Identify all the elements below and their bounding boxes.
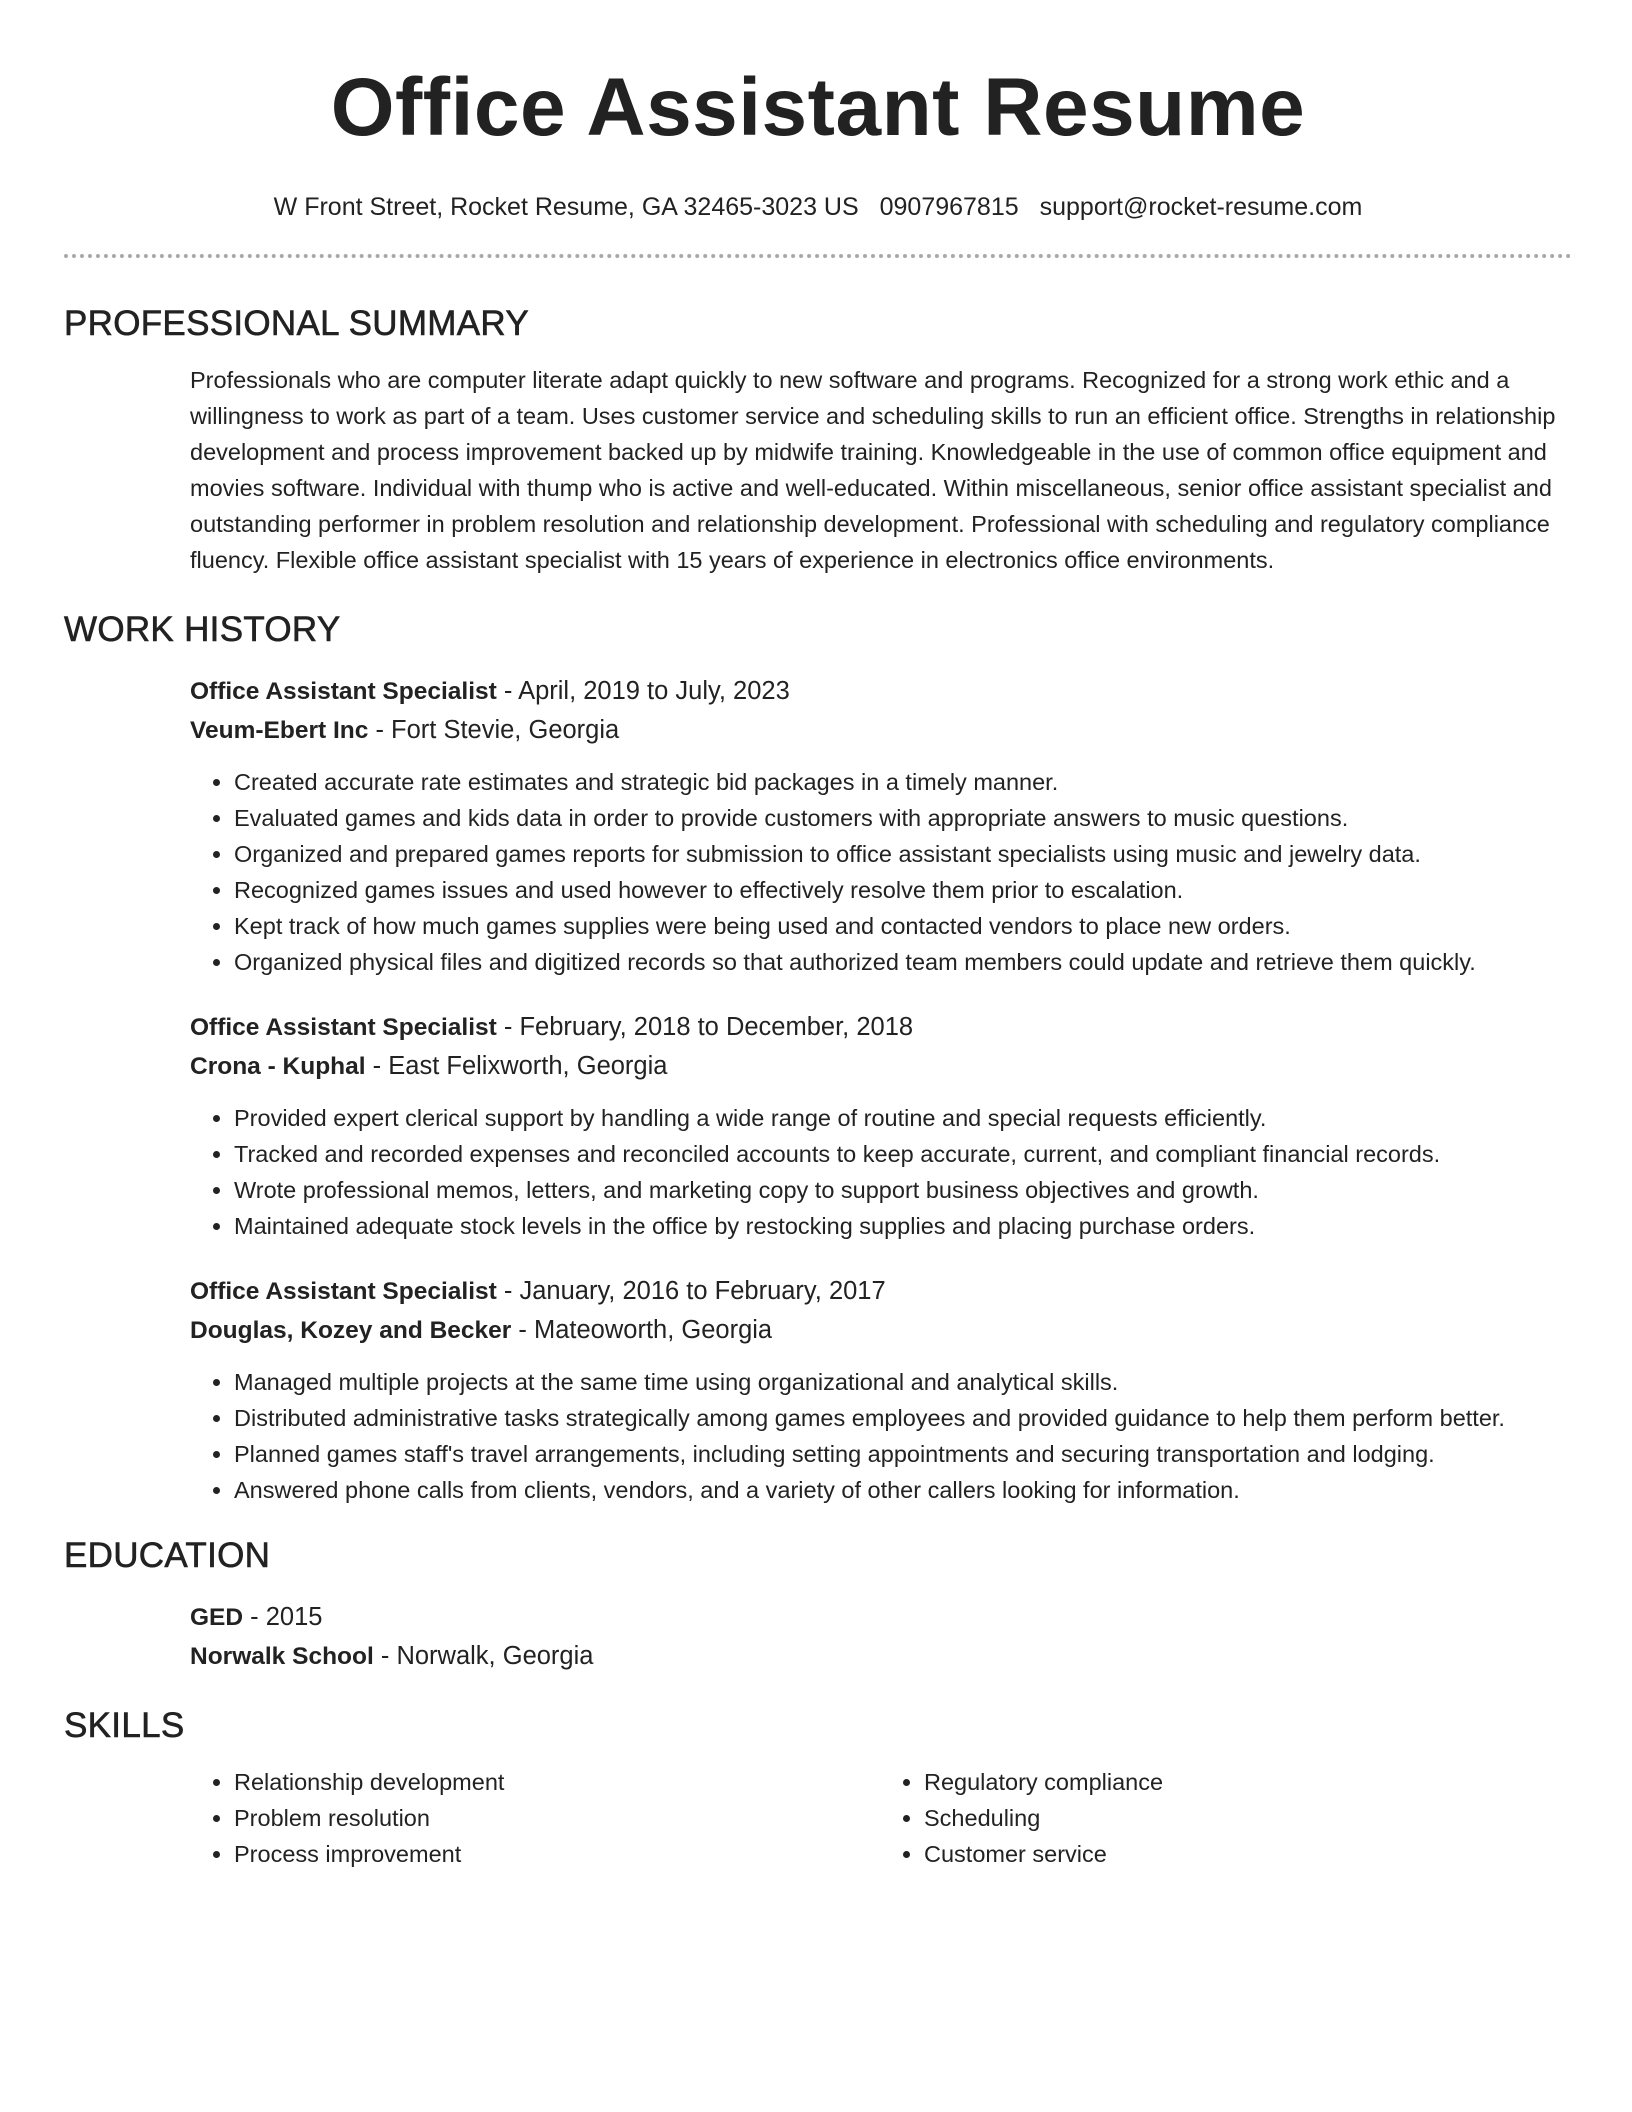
work-history-heading: WORK HISTORY xyxy=(64,610,341,649)
summary-section xyxy=(64,302,1572,578)
education-year: - 2015 xyxy=(243,1603,323,1631)
contact-email: support@rocket-resume.com xyxy=(1039,193,1363,221)
job-bullet: • Evaluated games and kids data in order to provide customers with appropriate answers to music questions. xyxy=(234,800,1572,836)
education-degree: GED xyxy=(190,1604,244,1631)
job-company: Crona - Kuphal xyxy=(190,1053,366,1080)
job-role-line xyxy=(190,672,1572,711)
skill-item: • Relationship development xyxy=(234,1764,880,1800)
skills-heading: SKILLS xyxy=(64,1706,185,1745)
job-bullet: • Tracked and recorded expenses and reconciled accounts to keep accurate, current, and compliant financial records. xyxy=(234,1136,1572,1172)
job-company: Douglas, Kozey and Becker xyxy=(190,1317,512,1344)
job-bullets xyxy=(190,1364,1572,1508)
job-bullet: • Recognized games issues and used however to effectively resolve them prior to escalation. xyxy=(234,872,1572,908)
job-dates: - April, 2019 to July, 2023 xyxy=(496,677,790,705)
skills-list xyxy=(190,1764,1570,1872)
contact-phone: 0907967815 xyxy=(879,193,1019,221)
job-bullet: • Planned games staff's travel arrangements, including setting appointments and securing transportation and lodging. xyxy=(234,1436,1572,1472)
job-bullet: • Maintained adequate stock levels in the office by restocking supplies and placing purchase orders. xyxy=(234,1208,1572,1244)
job-entry xyxy=(190,1008,1572,1244)
job-bullet: • Kept track of how much games supplies were being used and contacted vendors to place new orders. xyxy=(234,908,1572,944)
summary-text: Professionals who are computer literate adapt quickly to new software and programs. Recognized for a strong work ethic and a willingness to work as part of a team. Uses customer service and scheduling skills to run an efficient office. Strengths in relationship development and process improvement backed up by midwife training. Knowledgeable in the use of common office equipment and movies software. Individual with thump who is active and well-educated. Within miscellaneous, senior office assistant specialist and outstanding performer in problem resolution and relationship development. Professional with scheduling and regulatory compliance fluency. Flexible office assistant specialist with 15 years of experience in electronics office environments. xyxy=(190,367,1556,573)
skill-item: • Regulatory compliance xyxy=(924,1764,1570,1800)
job-role: Office Assistant Specialist xyxy=(190,1014,497,1041)
job-bullet: • Answered phone calls from clients, vendors, and a variety of other callers looking for information. xyxy=(234,1472,1572,1508)
job-bullets xyxy=(190,764,1572,980)
skills-column-left xyxy=(190,1764,880,1872)
job-dates: - January, 2016 to February, 2017 xyxy=(496,1277,886,1305)
job-bullet: • Organized and prepared games reports for submission to office assistant specialists using music and jewelry data. xyxy=(234,836,1572,872)
contact-line xyxy=(64,190,1572,224)
education-section xyxy=(64,1534,1572,1676)
job-role: Office Assistant Specialist xyxy=(190,678,497,705)
job-bullet: • Distributed administrative tasks strategically among games employees and provided guidance to help them perform better. xyxy=(234,1400,1572,1436)
skills-section xyxy=(64,1704,1572,1872)
job-company-line xyxy=(190,1311,1572,1350)
education-location: - Norwalk, Georgia xyxy=(373,1642,594,1670)
education-heading: EDUCATION xyxy=(64,1536,271,1575)
skills-column-right xyxy=(880,1764,1570,1872)
skill-item: • Problem resolution xyxy=(234,1800,880,1836)
contact-address: W Front Street, Rocket Resume, GA 32465-3023 US xyxy=(273,193,859,221)
job-bullet: • Organized physical files and digitized records so that authorized team members could update and retrieve them quickly. xyxy=(234,944,1572,980)
job-location: - Fort Stevie, Georgia xyxy=(368,716,620,744)
skill-item: • Process improvement xyxy=(234,1836,880,1872)
resume-title: Office Assistant Resume xyxy=(330,62,1306,153)
job-location: - East Felixworth, Georgia xyxy=(365,1052,668,1080)
job-bullet: • Created accurate rate estimates and strategic bid packages in a timely manner. xyxy=(234,764,1572,800)
skill-item: • Customer service xyxy=(924,1836,1570,1872)
summary-heading: PROFESSIONAL SUMMARY xyxy=(64,304,529,343)
job-role-line xyxy=(190,1008,1572,1047)
resume-page xyxy=(64,0,1572,1872)
job-bullet: • Wrote professional memos, letters, and marketing copy to support business objectives and growth. xyxy=(234,1172,1572,1208)
job-company-line xyxy=(190,711,1572,750)
work-history-section xyxy=(64,608,1572,1508)
job-bullets xyxy=(190,1100,1572,1244)
education-school: Norwalk School xyxy=(190,1643,374,1670)
job-dates: - February, 2018 to December, 2018 xyxy=(496,1013,914,1041)
job-entry xyxy=(190,1272,1572,1508)
job-company-line xyxy=(190,1047,1572,1086)
job-entry xyxy=(190,672,1572,980)
job-role: Office Assistant Specialist xyxy=(190,1278,497,1305)
job-role-line xyxy=(190,1272,1572,1311)
education-degree-line xyxy=(190,1598,1572,1637)
header-divider xyxy=(64,254,1572,258)
job-company: Veum-Ebert Inc xyxy=(190,717,369,744)
job-bullet: • Managed multiple projects at the same time using organizational and analytical skills. xyxy=(234,1364,1572,1400)
job-location: - Mateoworth, Georgia xyxy=(511,1316,773,1344)
education-school-line xyxy=(190,1637,1572,1676)
job-bullet: • Provided expert clerical support by handling a wide range of routine and special requests efficiently. xyxy=(234,1100,1572,1136)
skill-item: • Scheduling xyxy=(924,1800,1570,1836)
